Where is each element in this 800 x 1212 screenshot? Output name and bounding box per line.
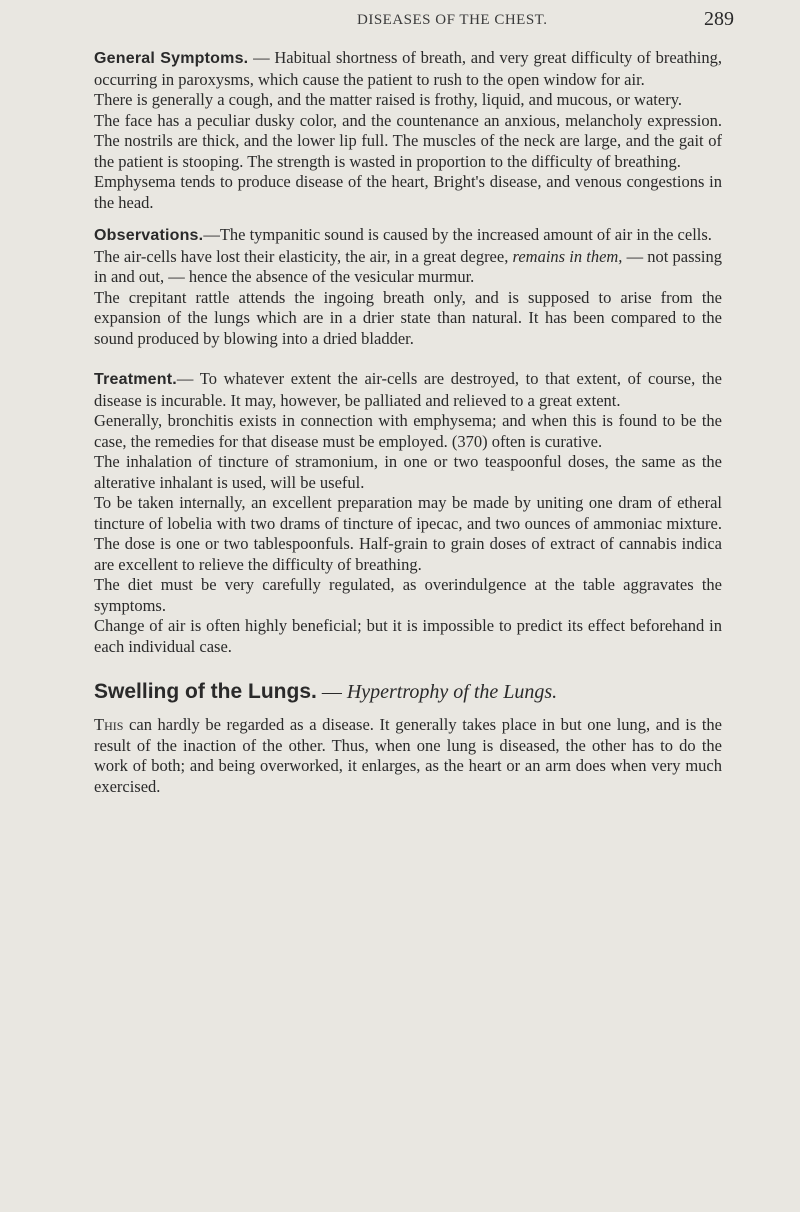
paragraph: Change of air is often highly beneficial; but it is impossible to predict its effect beforehand in each individual case. (94, 616, 722, 656)
page-number: 289 (704, 8, 734, 30)
paragraph: The air-cells have lost their elasticity, the air, in a great degree, remains in them, — not passing in and out, — hence the absence of the vesicular murmur. (94, 246, 723, 286)
lead-word: This (94, 715, 124, 734)
paragraph: The face has a peculiar dusky color, and the countenance an anxious, melancholy expression. The nostrils are thick, and the lower lip full. The muscles of the neck are large, and the gait of the patient is stooping. The strength is wasted in proportion to the difficulty of breathing. (94, 110, 722, 171)
paragraph: The diet must be very carefully regulated, as overindulgence at the table aggravates the symptoms. (94, 575, 722, 615)
general-symptoms-heading: General Symptoms. (94, 50, 249, 67)
treatment-heading: Treatment. (94, 371, 177, 388)
paragraph: Emphysema tends to produce disease of the heart, Bright's disease, and venous congestions in the head. (94, 172, 722, 212)
swelling-title: Swelling of the Lungs. — Hypertrophy of the Lungs. (94, 680, 558, 703)
paragraph: The inhalation of tincture of stramonium, in one or two teaspoonful doses, the same as the alterative inhalant is used, will be useful. (94, 452, 722, 492)
observations-paragraph: Observations.—The tympanitic sound is caused by the increased amount of air in the cells. (94, 225, 712, 244)
observations-heading: Observations. (94, 227, 204, 244)
paragraph: This can hardly be regarded as a disease. It generally takes place in but one lung, and is the result of the inaction of the other. Thus, when one lung is diseased, the other has to do the work of both; and being overworked, it enlarges, as the heart or an arm does when very much exercised. (94, 715, 723, 796)
running-head-title: DISEASES OF THE CHEST. (357, 12, 548, 28)
body-text (94, 48, 722, 797)
swelling-heading: Swelling of the Lungs. (94, 680, 317, 703)
paragraph: There is generally a cough, and the matter raised is frothy, liquid, and mucous, or watery. (94, 90, 683, 109)
paragraph: To be taken internally, an excellent preparation may be made by uniting one dram of etheral tincture of lobelia with two drams of tincture of ipecac, and two ounces of ammoniac mixture. The dose is one or two tablespoonfuls. Half-grain to grain doses of extract of cannabis indica are excellent to relieve the difficulty of breathing. (94, 493, 722, 574)
running-head (0, 8, 800, 38)
treatment-paragraph: Treatment.— To whatever extent the air-cells are destroyed, to that extent, of course, the disease is incurable. It may, however, be palliated and relieved to a great extent. (94, 369, 722, 410)
swelling-subtitle: Hypertrophy of the Lungs. (346, 681, 558, 703)
italic-phrase: remains in them, (512, 246, 623, 266)
paragraph: The crepitant rattle attends the ingoing breath only, and is supposed to arise from the expansion of the lungs which are in a drier state than natural. It has been compared to the sound produced by blowing into a dried bladder. (94, 287, 722, 348)
general-symptoms-paragraph: General Symptoms. — Habitual shortness of breath, and very great difficulty of breathing, occurring in paroxysms, which cause the patient to rush to the open window for air. (94, 48, 723, 89)
paragraph: Generally, bronchitis exists in connection with emphysema; and when this is found to be the case, the remedies for that disease must be employed. (370) often is curative. (94, 411, 722, 451)
